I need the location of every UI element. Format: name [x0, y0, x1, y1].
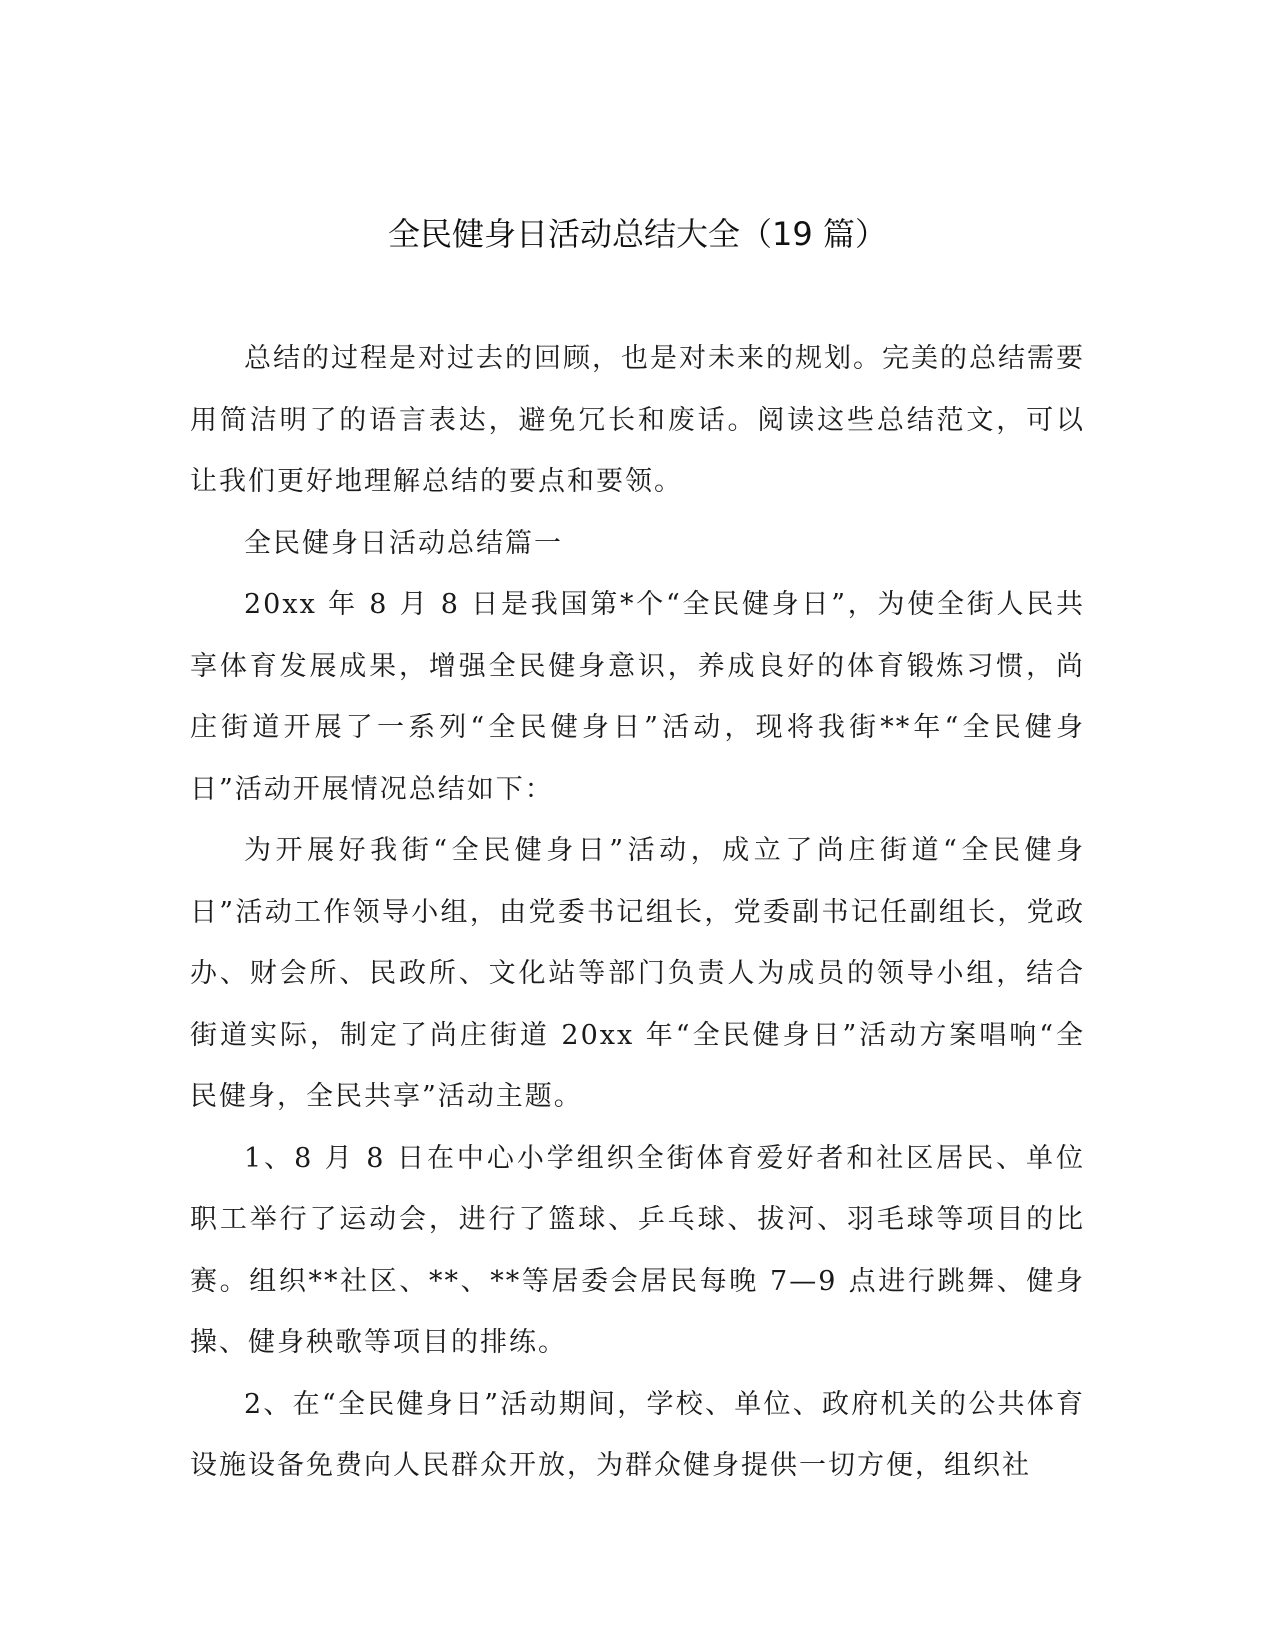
body-paragraph: 20xx 年 8 月 8 日是我国第*个“全民健身日”，为使全街人民共享体育发展成果，增强全民健身意识，养成良好的体育锻炼习惯，尚庄街道开展了一系列“全民健身日”活动，现将我街**年“全民健身日”活动开展情况总结如下：: [190, 589, 1085, 805]
document-title: 全民健身日活动总结大全（19 篇）: [388, 215, 887, 253]
body-paragraph: 为开展好我街“全民健身日”活动，成立了尚庄街道“全民健身日”活动工作领导小组，由党委书记组长，党委副书记任副组长，党政办、财会所、民政所、文化站等部门负责人为成员的领导小组，结合街道实际，制定了尚庄街道 20xx 年“全民健身日”活动方案唱响“全民健身，全民共享”活动主题。: [190, 835, 1085, 1112]
intro-paragraph: 总结的过程是对过去的回顾，也是对未来的规划。完美的总结需要用简洁明了的语言表达，避免冗长和废话。阅读这些总结范文，可以让我们更好地理解总结的要点和要领。: [190, 343, 1085, 497]
document-body: [190, 328, 1085, 1497]
body-paragraph: 2、在“全民健身日”活动期间，学校、单位、政府机关的公共体育设施设备免费向人民群众开放，为群众健身提供一切方便，组织社: [190, 1388, 1085, 1481]
section-heading: 全民健身日活动总结篇一: [244, 527, 563, 559]
body-paragraph: 1、8 月 8 日在中心小学组织全街体育爱好者和社区居民、单位职工举行了运动会，进行了篮球、乒乓球、拔河、羽毛球等项目的比赛。组织**社区、**、**等居委会居民每晚 7—9 点进行跳舞、健身操、健身秧歌等项目的排练。: [190, 1142, 1085, 1358]
